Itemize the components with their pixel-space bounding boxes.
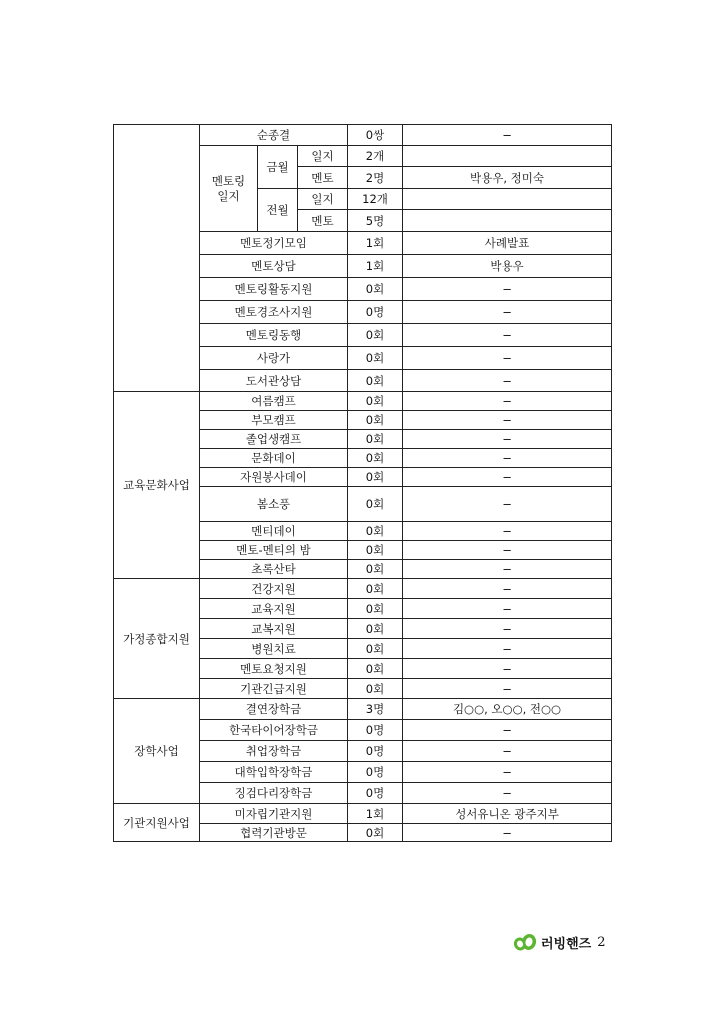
- activity-cell: 한국타이어장학금: [200, 720, 348, 741]
- note-cell: −: [403, 324, 612, 347]
- item-cell: 멘토: [298, 210, 348, 232]
- activity-cell: 멘토링동행: [200, 324, 348, 347]
- count-cell: 0명: [348, 720, 403, 741]
- note-cell: 성서유니온 광주지부: [403, 804, 612, 824]
- count-cell: 0회: [348, 560, 403, 579]
- count-cell: 0회: [348, 639, 403, 659]
- note-cell: 김○○, 오○○, 전○○: [403, 699, 612, 720]
- activity-cell: 교복지원: [200, 619, 348, 639]
- mentoring-log-label: 멘토링 일지: [211, 173, 246, 203]
- note-cell: −: [403, 579, 612, 599]
- note-cell: −: [403, 720, 612, 741]
- activity-cell: 초록산타: [200, 560, 348, 579]
- section-title-cell: 기관지원사업: [114, 804, 200, 842]
- count-cell: 0쌍: [348, 125, 403, 146]
- note-cell: −: [403, 639, 612, 659]
- activity-cell: 협력기관방문: [200, 824, 348, 842]
- note-cell: 사례발표: [403, 232, 612, 255]
- note-cell: −: [403, 449, 612, 468]
- note-cell: −: [403, 301, 612, 324]
- count-cell: 0회: [348, 579, 403, 599]
- note-cell: −: [403, 541, 612, 560]
- activity-cell: 자원봉사데이: [200, 468, 348, 487]
- note-cell: −: [403, 468, 612, 487]
- count-cell: 0회: [348, 522, 403, 541]
- activity-cell: 멘토경조사지원: [200, 301, 348, 324]
- page-number: 2: [597, 934, 606, 950]
- count-cell: 1회: [348, 804, 403, 824]
- note-cell: −: [403, 560, 612, 579]
- item-cell: 멘토: [298, 167, 348, 189]
- activity-cell: 부모캠프: [200, 411, 348, 430]
- activity-cell: 미자립기관지원: [200, 804, 348, 824]
- note-cell: [403, 189, 612, 210]
- note-cell: [403, 210, 612, 232]
- count-cell: 0회: [348, 278, 403, 301]
- count-cell: 0회: [348, 659, 403, 679]
- activity-cell: 병원치료: [200, 639, 348, 659]
- count-cell: 0회: [348, 487, 403, 522]
- count-cell: 0회: [348, 347, 403, 370]
- note-cell: −: [403, 741, 612, 762]
- note-cell: −: [403, 430, 612, 449]
- note-cell: −: [403, 783, 612, 804]
- count-cell: 12개: [348, 189, 403, 210]
- note-cell: [403, 146, 612, 167]
- count-cell: 2개: [348, 146, 403, 167]
- note-cell: −: [403, 824, 612, 842]
- activity-cell: 문화데이: [200, 449, 348, 468]
- count-cell: 3명: [348, 699, 403, 720]
- category-cell-mentoring: [114, 125, 200, 392]
- count-cell: 0회: [348, 430, 403, 449]
- count-cell: 0회: [348, 468, 403, 487]
- subgroup-cell: 전월: [258, 189, 298, 232]
- note-cell: −: [403, 762, 612, 783]
- section-title-cell: 장학사업: [114, 699, 200, 804]
- note-cell: −: [403, 659, 612, 679]
- activity-cell: 기관긴급지원: [200, 679, 348, 699]
- program-report-table: [113, 124, 612, 842]
- item-cell: 일지: [298, 189, 348, 210]
- count-cell: 0회: [348, 411, 403, 430]
- note-cell: 박용우, 정미숙: [403, 167, 612, 189]
- note-cell: −: [403, 370, 612, 392]
- activity-cell: 멘토-멘티의 밤: [200, 541, 348, 560]
- count-cell: 0회: [348, 324, 403, 347]
- leaf-hands-logo-icon: [513, 932, 539, 952]
- activity-cell: 도서관상담: [200, 370, 348, 392]
- activity-cell: 봄소풍: [200, 487, 348, 522]
- count-cell: 0명: [348, 301, 403, 324]
- table-row: [114, 579, 612, 599]
- note-cell: −: [403, 411, 612, 430]
- count-cell: 0회: [348, 824, 403, 842]
- count-cell: 2명: [348, 167, 403, 189]
- page-footer: [513, 930, 606, 954]
- activity-cell: 여름캠프: [200, 392, 348, 411]
- activity-cell: 멘토정기모임: [200, 232, 348, 255]
- activity-cell: 취업장학금: [200, 741, 348, 762]
- count-cell: 1회: [348, 255, 403, 278]
- activity-cell: 졸업생캠프: [200, 430, 348, 449]
- count-cell: 0회: [348, 449, 403, 468]
- activity-cell: 결연장학금: [200, 699, 348, 720]
- table-row: [114, 392, 612, 411]
- activity-cell: 교육지원: [200, 599, 348, 619]
- count-cell: 0회: [348, 392, 403, 411]
- table-row: [114, 699, 612, 720]
- activity-cell: 징검다리장학금: [200, 783, 348, 804]
- activity-cell: 대학입학장학금: [200, 762, 348, 783]
- brand-name: 러빙핸즈: [541, 936, 592, 952]
- count-cell: 0명: [348, 762, 403, 783]
- mentoring-log-cell: [200, 146, 258, 232]
- count-cell: 0회: [348, 619, 403, 639]
- count-cell: 0명: [348, 741, 403, 762]
- section-title-cell: 교육문화사업: [114, 392, 200, 579]
- note-cell: −: [403, 619, 612, 639]
- count-cell: 1회: [348, 232, 403, 255]
- note-cell: −: [403, 599, 612, 619]
- note-cell: −: [403, 278, 612, 301]
- note-cell: −: [403, 522, 612, 541]
- activity-cell: 멘토요청지원: [200, 659, 348, 679]
- note-cell: −: [403, 679, 612, 699]
- subgroup-cell: 금월: [258, 146, 298, 189]
- note-cell: −: [403, 487, 612, 522]
- count-cell: 0명: [348, 783, 403, 804]
- activity-cell: 건강지원: [200, 579, 348, 599]
- note-cell: 박용우: [403, 255, 612, 278]
- activity-cell: 멘토링활동지원: [200, 278, 348, 301]
- count-cell: 0회: [348, 679, 403, 699]
- note-cell: −: [403, 125, 612, 146]
- count-cell: 0회: [348, 370, 403, 392]
- note-cell: −: [403, 392, 612, 411]
- activity-cell: 멘토상담: [200, 255, 348, 278]
- activity-cell: 사랑가: [200, 347, 348, 370]
- count-cell: 0회: [348, 599, 403, 619]
- note-cell: −: [403, 347, 612, 370]
- count-cell: 0회: [348, 541, 403, 560]
- count-cell: 5명: [348, 210, 403, 232]
- table-row: [114, 804, 612, 824]
- activity-cell: 순종결: [200, 125, 348, 146]
- section-title-cell: 가정종합지원: [114, 579, 200, 699]
- item-cell: 일지: [298, 146, 348, 167]
- table-row: [114, 125, 612, 146]
- activity-cell: 멘티데이: [200, 522, 348, 541]
